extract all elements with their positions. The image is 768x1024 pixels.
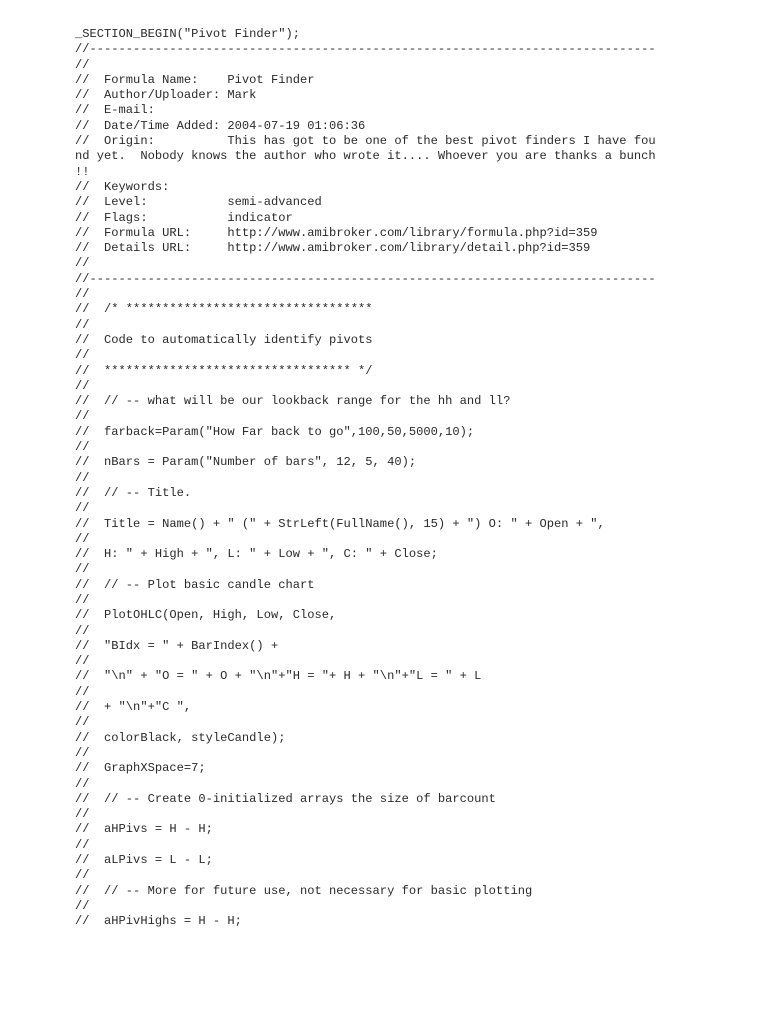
code-line: // (75, 378, 90, 393)
code-line: // Formula Name: Pivot Finder (75, 72, 315, 87)
code-line: !! (75, 164, 90, 179)
code-line: // (75, 256, 90, 271)
code-line: // Details URL: http://www.amibroker.com/library/detail.php?id=359 (75, 241, 591, 256)
code-line: // (75, 440, 90, 455)
code-line: // (75, 287, 90, 302)
code-line: // "\n" + "O = " + O + "\n"+"H = "+ H + "\n"+"L = " + L (75, 669, 482, 684)
code-line: // (75, 684, 90, 699)
code-line: // ********************************** */ (75, 363, 373, 378)
code-listing (75, 27, 656, 930)
code-line: nd yet. Nobody knows the author who wrote it.... Whoever you are thanks a bunch (75, 149, 656, 164)
code-line: // (75, 592, 90, 607)
code-line: //------------------------------------------------------------------------------ (75, 42, 656, 57)
code-line: // aLPivs = L - L; (75, 853, 213, 868)
code-line: // PlotOHLC(Open, High, Low, Close, (75, 608, 337, 623)
code-line: // H: " + High + ", L: " + Low + ", C: " + Close; (75, 547, 438, 562)
code-line: // (75, 501, 90, 516)
code-line: // (75, 715, 90, 730)
code-line: // + "\n"+"C ", (75, 700, 192, 715)
code-line: // (75, 470, 90, 485)
code-line: // (75, 898, 90, 913)
code-line: // colorBlack, styleCandle); (75, 730, 286, 745)
code-line: // E-mail: (75, 103, 155, 118)
code-line: _SECTION_BEGIN("Pivot Finder"); (75, 27, 300, 41)
code-line: // Date/Time Added: 2004-07-19 01:06:36 (75, 118, 366, 133)
code-line: // (75, 776, 90, 791)
code-line: // (75, 409, 90, 424)
code-line: // "BIdx = " + BarIndex() + (75, 638, 279, 653)
code-line: // (75, 654, 90, 669)
code-line: // (75, 531, 90, 546)
code-line: // aHPivHighs = H - H; (75, 914, 242, 929)
code-line: // (75, 868, 90, 883)
code-line: // (75, 317, 90, 332)
code-line: // Code to automatically identify pivots (75, 332, 373, 347)
code-line: // /* ********************************** (75, 302, 373, 317)
code-line: // Author/Uploader: Mark (75, 88, 257, 103)
code-line: // Formula URL: http://www.amibroker.com/library/formula.php?id=359 (75, 225, 598, 240)
code-line: // (75, 837, 90, 852)
code-line: // // -- Title. (75, 485, 192, 500)
code-line: //------------------------------------------------------------------------------ (75, 271, 656, 286)
code-line: // // -- Plot basic candle chart (75, 577, 315, 592)
code-line: // (75, 562, 90, 577)
code-line: // // -- More for future use, not necessary for basic plotting (75, 883, 533, 898)
code-line: // (75, 745, 90, 760)
code-line: // // -- what will be our lookback range for the hh and ll? (75, 394, 511, 409)
code-line: // // -- Create 0-initialized arrays the size of barcount (75, 791, 496, 806)
code-line: // Keywords: (75, 179, 170, 194)
code-line: // Level: semi-advanced (75, 195, 322, 210)
code-line: // (75, 348, 90, 363)
code-line: // aHPivs = H - H; (75, 822, 213, 837)
code-line: // farback=Param("How Far back to go",100,50,5000,10); (75, 424, 475, 439)
code-line: // Flags: indicator (75, 210, 293, 225)
code-line: // (75, 623, 90, 638)
code-line: // Origin: This has got to be one of the best pivot finders I have fou (75, 134, 656, 149)
code-line: // (75, 807, 90, 822)
code-line: // nBars = Param("Number of bars", 12, 5, 40); (75, 455, 417, 470)
code-line: // GraphXSpace=7; (75, 761, 206, 776)
code-line: // Title = Name() + " (" + StrLeft(FullName(), 15) + ") O: " + Open + ", (75, 516, 605, 531)
code-line: // (75, 57, 90, 72)
